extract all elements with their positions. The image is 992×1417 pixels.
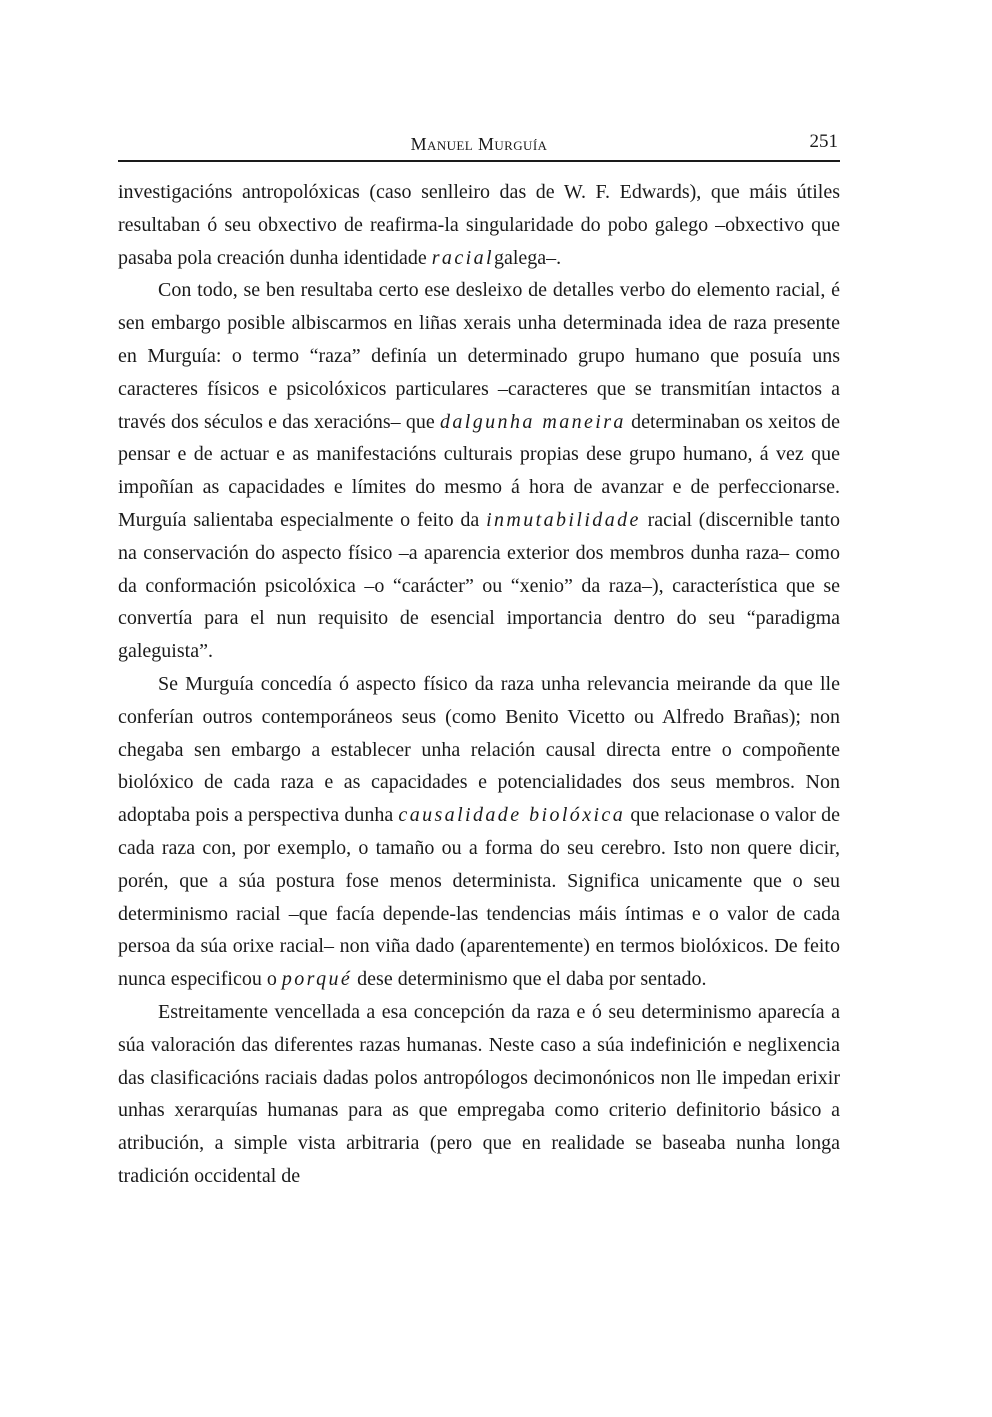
text-segment: Se Murguía concedía ó aspecto físico da raza unha relevancia meirande da que lle conferían outros contemporáneos seus (como Benito Vicetto ou Alfredo Brañas); non chegaba sen embargo a establecer unha relación causal directa entre o compoñente biolóxico de cada raza e as capacidades e potencialidades dos seus membros. Non adoptaba pois a perspectiva dunha bbox=[118, 672, 840, 827]
paragraph-1 bbox=[118, 176, 840, 274]
text-segment: que relacionase o valor de cada raza con, por exemplo, o tamaño ou a forma do seu cerebro. Isto non quere dicir, porén, que a súa postura fose menos determinista. Significa unicamente que o seu determinismo racial –que facía depende-las tendencias máis íntimas e o valor de cada persoa da súa orixe racial– non viña dado (aparentemente) en termos biolóxicos. De feito nunca especificou o bbox=[118, 804, 840, 991]
paragraph-4 bbox=[118, 996, 840, 1193]
text-segment: investigacións antropolóxicas (caso senlleiro das de W. F. Edwards), que máis útiles resultaban ó seu obxectivo de reafirma-la singularidade do pobo galego –obxectivo que pasaba pola creación dunha identidade bbox=[118, 181, 840, 269]
running-title: Manuel Murguía bbox=[410, 134, 548, 154]
emphasis-racial: racial bbox=[431, 246, 494, 269]
emphasis-dalgunha-maneira: dalgunha maneira bbox=[440, 410, 626, 433]
paragraph-2 bbox=[118, 274, 840, 668]
paragraph-3 bbox=[118, 668, 840, 996]
text-segment: galega–. bbox=[493, 246, 562, 269]
emphasis-inmutabilidade: inmutabilidade bbox=[486, 508, 641, 531]
page-number: 251 bbox=[809, 131, 838, 152]
text-segment: Estreitamente vencellada a esa concepción da raza e ó seu determinismo aparecía a súa valoración das diferentes razas humanas. Neste caso a súa indefinición e neglixencia das clasificacións raciais dadas polos antropólogos decimonónicos non lle impedan erixir unhas xerarquías humanas para as que empregaba como criterio definitorio básico a atribución, a simple vista arbitraria (pero que en realidade se baseaba nunha longa tradición occidental de bbox=[118, 1000, 840, 1187]
text-segment: Con todo, se ben resultaba certo ese desleixo de detalles verbo do elemento racial, é sen embargo posible albiscarmos en liñas xerais unha determinada idea de raza presente en Murguía: o termo “raza” definía un determinado grupo humano que posuía uns caracteres físicos e psicolóxicos particulares –caracteres que se transmitían intactos a través dos séculos e das xeracións– que bbox=[118, 279, 840, 433]
body-text bbox=[118, 176, 840, 1193]
emphasis-causalidade-bioloxica: causalidade biolóxica bbox=[398, 804, 626, 827]
text-segment: determinaban os xeitos de pensar e de actuar e as manifestacións culturais propias dese grupo humano, á vez que impoñían as capacidades e límites do mesmo á hora de avanzar e de perfeccionarse. Murguía salientaba especialmente o feito da bbox=[118, 410, 840, 531]
emphasis-porque: porqué bbox=[281, 968, 353, 991]
running-header bbox=[118, 128, 840, 162]
text-segment: racial (discernible tanto na conservación do aspecto físico –a aparencia exterior dos membros dunha raza– como da conformación psicolóxica –o “carácter” ou “xenio” da raza–), característica que se convertía para el nun requisito de esencial importancia dentro do seu “paradigma galeguista”. bbox=[118, 508, 840, 663]
book-page bbox=[118, 128, 840, 1193]
text-segment: dese determinismo que el daba por sentado. bbox=[352, 968, 707, 991]
